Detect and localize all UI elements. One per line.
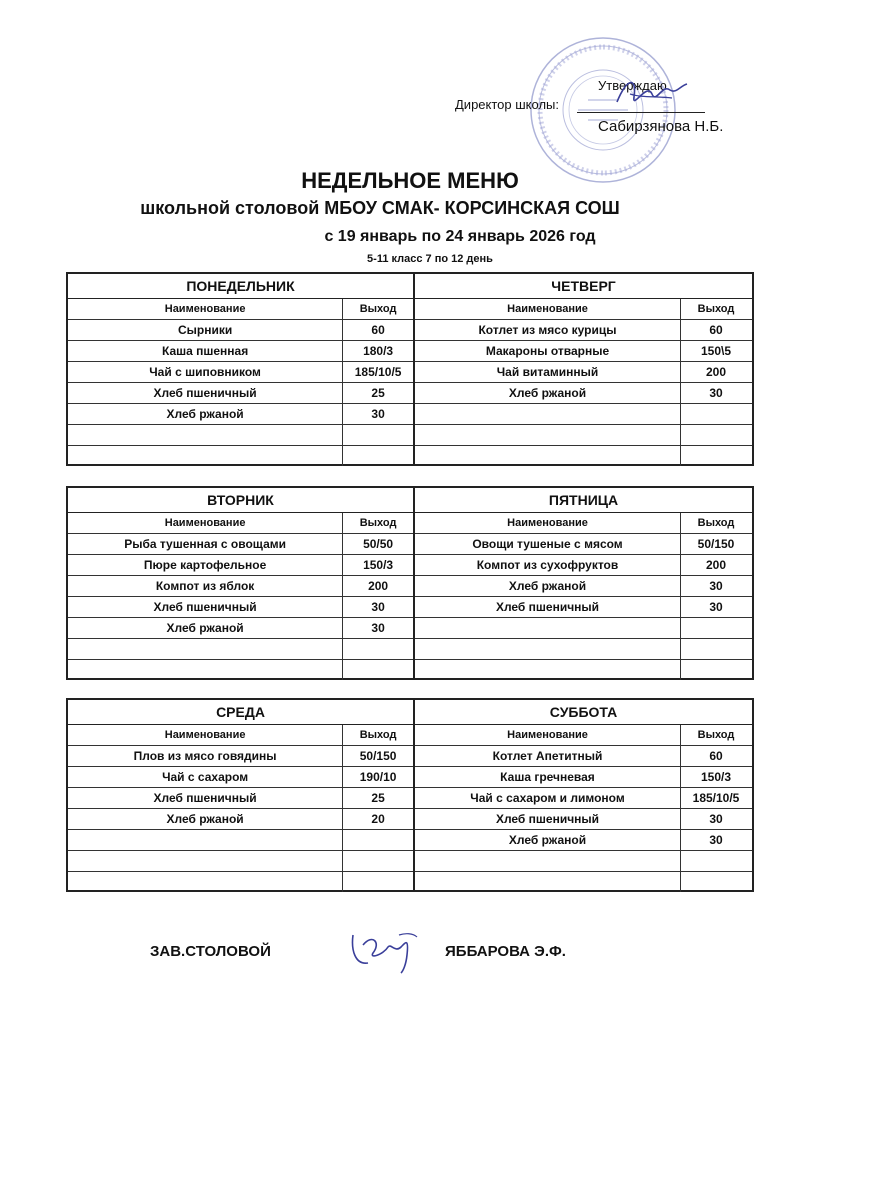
table-row	[68, 618, 413, 639]
table-row	[68, 576, 413, 597]
table-row	[68, 555, 413, 576]
table-header	[415, 513, 752, 534]
dish-name: Хлеб ржаной	[415, 383, 681, 403]
column-header-output: Выход	[359, 729, 397, 741]
dish-name: Хлеб ржаной	[68, 809, 343, 829]
dish-name: Каша пшенная	[68, 341, 343, 361]
day-name: ПОНЕДЕЛЬНИК	[68, 274, 413, 299]
table-row	[68, 746, 413, 767]
dish-name	[415, 618, 681, 638]
dish-output	[681, 660, 751, 680]
dish-name	[68, 851, 343, 871]
table-row	[415, 534, 752, 555]
table-row	[68, 404, 413, 425]
day-name: СРЕДА	[68, 700, 413, 725]
day-table	[415, 700, 752, 890]
column-header-name: Наименование	[68, 299, 343, 319]
dish-name: Хлеб пшеничный	[68, 788, 343, 808]
table-row	[68, 872, 413, 892]
table-row	[415, 809, 752, 830]
dish-name	[68, 830, 343, 850]
dish-output: 60	[709, 749, 723, 763]
menu-block	[66, 698, 754, 892]
dish-output: 50/50	[363, 537, 394, 551]
table-row	[415, 767, 752, 788]
dish-name: Хлеб ржаной	[415, 576, 681, 596]
dish-name: Котлет из мясо курицы	[415, 320, 681, 340]
dish-name	[68, 425, 343, 445]
table-row	[415, 383, 752, 404]
table-row	[415, 404, 752, 425]
director-label: Директор школы:	[455, 97, 559, 112]
footer-position: ЗАВ.СТОЛОВОЙ	[150, 943, 271, 960]
dish-name	[68, 660, 343, 680]
table-row	[415, 320, 752, 341]
dish-name	[68, 446, 343, 466]
column-header-output: Выход	[697, 729, 735, 741]
dish-name	[415, 851, 681, 871]
dish-name: Сырники	[68, 320, 343, 340]
dish-output	[681, 618, 751, 638]
table-row	[68, 341, 413, 362]
table-header	[415, 725, 752, 746]
day-table	[68, 700, 415, 890]
menu-block	[66, 272, 754, 466]
dish-name	[415, 404, 681, 424]
menu-title: НЕДЕЛЬНОЕ МЕНЮ	[301, 168, 519, 193]
dish-output: 20	[371, 812, 385, 826]
dish-name	[415, 872, 681, 892]
dish-output: 50/150	[359, 749, 397, 763]
dish-output: 50/150	[697, 537, 735, 551]
table-row	[415, 555, 752, 576]
day-name: ПЯТНИЦА	[415, 488, 752, 513]
column-header-name: Наименование	[68, 725, 343, 745]
table-row	[415, 851, 752, 872]
dish-name: Хлеб ржаной	[415, 830, 681, 850]
dish-name: Компот из яблок	[68, 576, 343, 596]
table-row	[415, 660, 752, 680]
dish-name	[415, 660, 681, 680]
dish-name	[415, 639, 681, 659]
dish-output	[343, 830, 413, 850]
table-row	[415, 341, 752, 362]
day-name: ВТОРНИК	[68, 488, 413, 513]
column-header-output: Выход	[697, 303, 735, 315]
dish-name	[415, 425, 681, 445]
dish-output: 185/10/5	[354, 365, 402, 379]
column-header-name: Наименование	[68, 513, 343, 533]
footer-name: ЯББАРОВА Э.Ф.	[445, 943, 566, 960]
dish-name: Компот из сухофруктов	[415, 555, 681, 575]
approve-label: Утверждаю	[598, 78, 667, 93]
table-row	[68, 425, 413, 446]
column-header-name: Наименование	[415, 725, 681, 745]
menu-block	[66, 486, 754, 680]
table-row	[68, 362, 413, 383]
table-row	[68, 830, 413, 851]
dish-name	[415, 446, 681, 466]
cafeteria-head-signature	[343, 925, 423, 975]
dish-name	[68, 639, 343, 659]
dish-output: 30	[709, 600, 723, 614]
day-table	[68, 488, 415, 678]
dish-output: 30	[371, 600, 385, 614]
dish-name: Овощи тушеные с мясом	[415, 534, 681, 554]
dish-output: 150/3	[363, 558, 394, 572]
dish-name: Котлет Апетитный	[415, 746, 681, 766]
table-row	[68, 788, 413, 809]
dish-output: 30	[709, 833, 723, 847]
table-header	[68, 513, 413, 534]
dish-output: 200	[705, 558, 727, 572]
dish-output	[681, 872, 751, 892]
table-header	[415, 299, 752, 320]
dish-output: 180/3	[363, 344, 394, 358]
dish-output	[681, 639, 751, 659]
table-row	[68, 851, 413, 872]
table-row	[415, 639, 752, 660]
menu-period: с 19 январь по 24 январь 2026 год	[324, 228, 596, 245]
dish-name: Хлеб пшеничный	[415, 809, 681, 829]
dish-output: 60	[709, 323, 723, 337]
column-header-name: Наименование	[415, 299, 681, 319]
menu-subtitle: школьной столовой МБОУ СМАК- КОРСИНСКАЯ СОШ	[140, 198, 620, 218]
table-row	[68, 383, 413, 404]
dish-output: 30	[709, 812, 723, 826]
dish-output: 30	[371, 621, 385, 635]
dish-output: 150\5	[700, 344, 732, 358]
day-table	[415, 488, 752, 678]
table-header	[68, 299, 413, 320]
dish-output	[343, 639, 413, 659]
dish-output: 30	[709, 579, 723, 593]
director-signature	[612, 72, 692, 117]
dish-output	[343, 425, 413, 445]
day-table	[415, 274, 752, 464]
dish-output: 200	[705, 365, 727, 379]
dish-name: Чай с шиповником	[68, 362, 343, 382]
dish-name: Чай с сахаром	[68, 767, 343, 787]
dish-output	[343, 660, 413, 680]
dish-name: Чай с сахаром и лимоном	[415, 788, 681, 808]
dish-name: Хлеб пшеничный	[68, 597, 343, 617]
dish-name: Чай витаминный	[415, 362, 681, 382]
dish-output: 30	[709, 386, 723, 400]
director-name: Сабирзянова Н.Б.	[598, 118, 724, 135]
dish-name: Каша гречневая	[415, 767, 681, 787]
column-header-output: Выход	[697, 517, 735, 529]
dish-name: Пюре картофельное	[68, 555, 343, 575]
table-row	[68, 639, 413, 660]
table-row	[415, 746, 752, 767]
dish-name: Хлеб пшеничный	[68, 383, 343, 403]
table-row	[415, 362, 752, 383]
table-row	[68, 660, 413, 680]
dish-name: Хлеб ржаной	[68, 404, 343, 424]
dish-output: 150/3	[700, 770, 732, 784]
table-header	[68, 725, 413, 746]
dish-output: 190/10	[359, 770, 397, 784]
table-row	[415, 618, 752, 639]
table-row	[68, 320, 413, 341]
menu-grade-range: 5-11 класс 7 по 12 день	[367, 253, 493, 265]
table-row	[415, 446, 752, 466]
dish-name: Хлеб ржаной	[68, 618, 343, 638]
dish-output: 200	[368, 579, 389, 593]
dish-name: Плов из мясо говядины	[68, 746, 343, 766]
dish-output: 60	[371, 323, 385, 337]
column-header-name: Наименование	[415, 513, 681, 533]
dish-output	[343, 851, 413, 871]
day-name: СУББОТА	[415, 700, 752, 725]
day-name: ЧЕТВЕРГ	[415, 274, 752, 299]
dish-output	[343, 872, 413, 892]
dish-name: Рыба тушенная с овощами	[68, 534, 343, 554]
dish-output	[681, 425, 751, 445]
dish-output: 25	[371, 791, 385, 805]
column-header-output: Выход	[359, 517, 397, 529]
table-row	[68, 767, 413, 788]
dish-output	[343, 446, 413, 466]
dish-output	[681, 851, 751, 871]
dish-name	[68, 872, 343, 892]
table-row	[68, 446, 413, 466]
dish-name: Макароны отварные	[415, 341, 681, 361]
table-row	[415, 576, 752, 597]
dish-name: Хлеб пшеничный	[415, 597, 681, 617]
dish-output: 30	[371, 407, 385, 421]
table-row	[68, 534, 413, 555]
dish-output	[681, 446, 751, 466]
table-row	[415, 788, 752, 809]
dish-output: 25	[371, 386, 385, 400]
dish-output: 185/10/5	[692, 791, 740, 805]
column-header-output: Выход	[359, 303, 397, 315]
table-row	[415, 425, 752, 446]
table-row	[415, 597, 752, 618]
dish-output	[681, 404, 751, 424]
table-row	[68, 809, 413, 830]
table-row	[415, 872, 752, 892]
table-row	[415, 830, 752, 851]
table-row	[68, 597, 413, 618]
day-table	[68, 274, 415, 464]
